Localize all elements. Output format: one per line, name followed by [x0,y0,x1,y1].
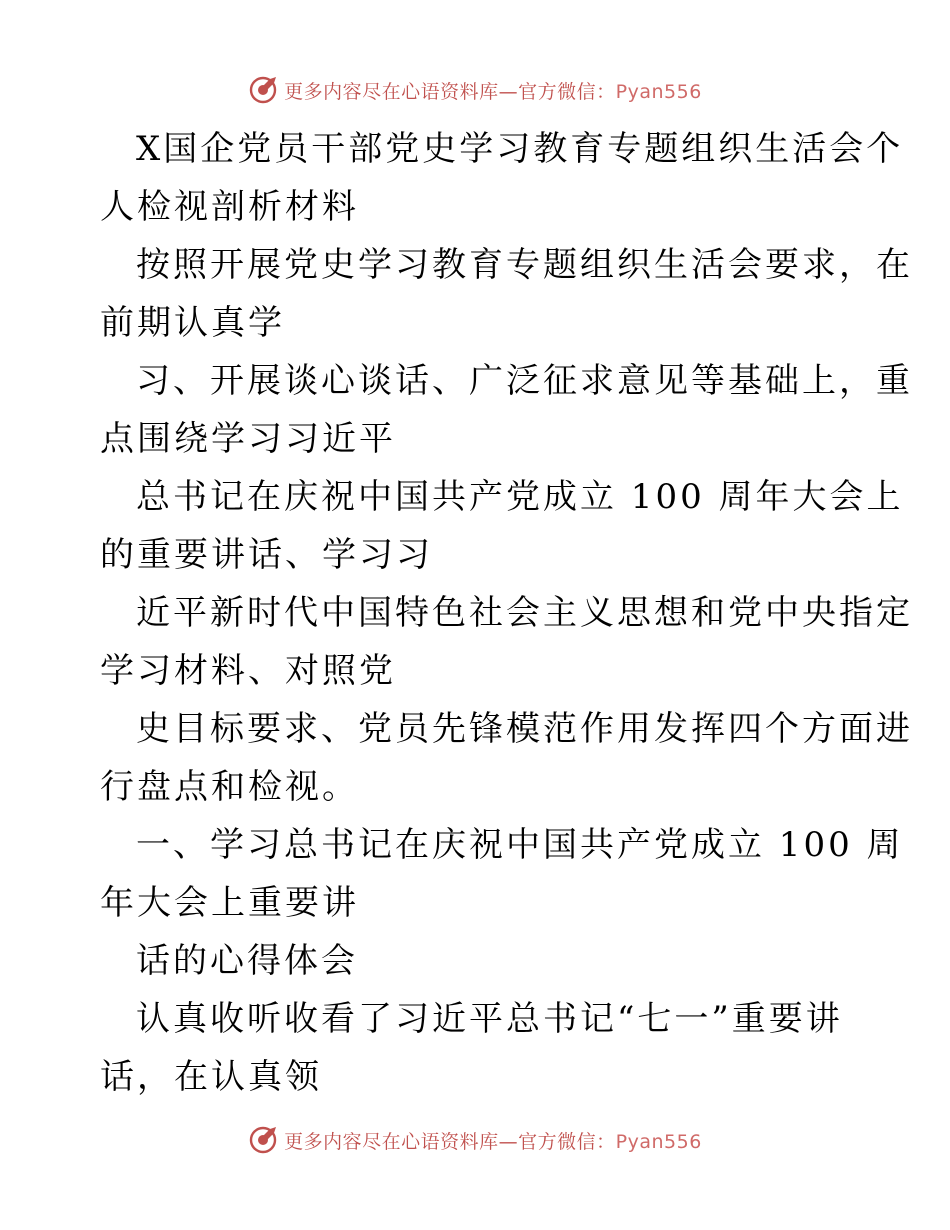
document-line: 话，在认真领 [100,1057,322,1097]
banner-label: 更多内容尽在心语资料库—官方微信： [284,1130,616,1153]
document-body [100,120,913,1106]
banner-text [284,77,702,104]
document-line: 行盘点和检视。 [100,767,359,807]
document-line: 史目标要求、党员先锋模范作用发挥四个方面进 [136,709,913,749]
pen-seal-logo-icon [248,1125,278,1155]
document-line: 认真收听收看了习近平总书记“七一”重要讲 [136,999,843,1039]
document-line: 年大会上重要讲 [100,883,359,923]
document-line: 人检视剖析材料 [100,187,359,227]
document-line: 习、开展谈心谈话、广泛征求意见等基础上，重 [136,361,913,401]
pen-seal-logo-icon [248,75,278,105]
document-line: 的重要讲话、学习习 [100,535,433,575]
banner-account: Pyan556 [615,80,702,103]
document-line: X国企党员干部党史学习教育专题组织生活会个 [136,129,904,169]
banner-account: Pyan556 [615,1130,702,1153]
document-line: 总书记在庆祝中国共产党成立 100 周年大会上 [136,477,904,517]
banner-label: 更多内容尽在心语资料库—官方微信： [284,80,616,103]
document-line: 近平新时代中国特色社会主义思想和党中央指定 [136,593,913,633]
document-line: 话的心得体会 [136,941,358,981]
footer-banner [0,1120,950,1160]
document-line: 点围绕学习习近平 [100,419,396,459]
document-line: 学习材料、对照党 [100,651,396,691]
document-line: 前期认真学 [100,303,285,343]
banner-text [284,1127,702,1154]
document-line: 按照开展党史学习教育专题组织生活会要求，在 [136,245,913,285]
document-line: 一、学习总书记在庆祝中国共产党成立 100 周 [136,825,904,865]
header-banner [0,70,950,110]
